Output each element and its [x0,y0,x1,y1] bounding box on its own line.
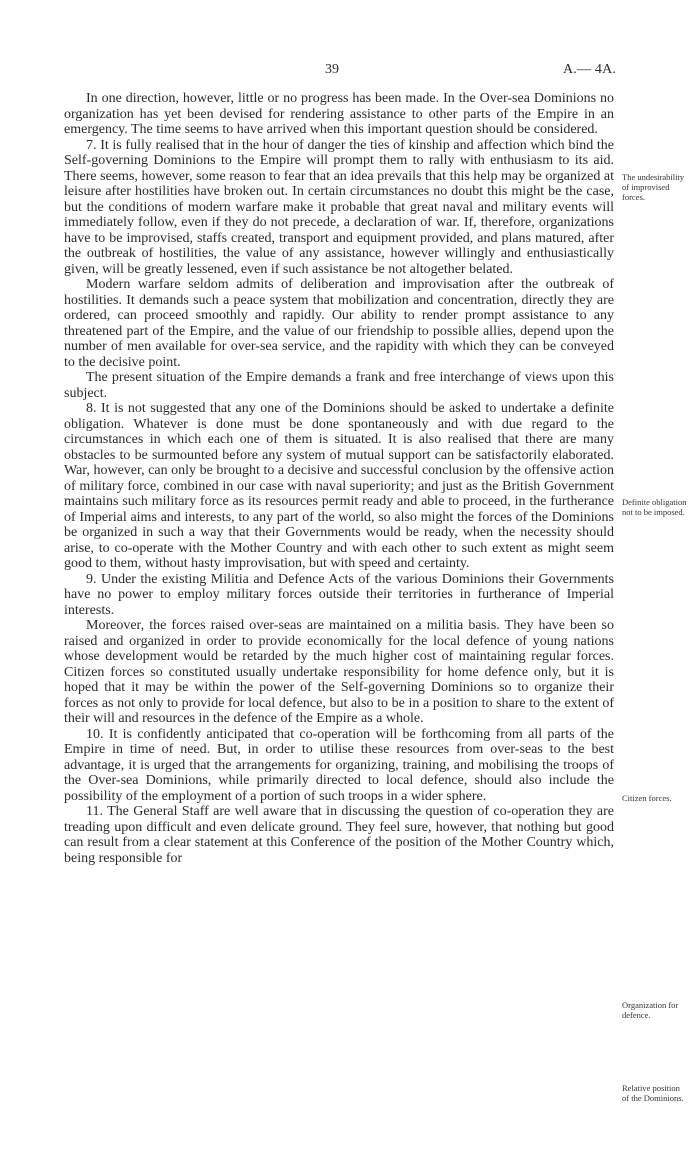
paragraph-number: 10. [86,726,104,742]
margin-note-definite-obligation: Definite obligation not to be imposed. [622,497,687,517]
margin-note-citizen-forces: Citizen forces. [622,793,672,803]
paragraph-11 [64,804,614,866]
paragraph-text: Moreover, the forces raised over-seas are maintained on a militia basis. They have been so raised and organized in order to provide economically for the local defence of young nations whose development would be retarded by the much higher cost of maintaining regular forces. Citizen forces so constituted usually undertake responsibility for home defence only, but it is hoped that it may be within the power of the Self-governing Dominions so to organize their forces as not only to provide for local defence, but also to be in a position to share to the extent of their will and resources in the defence of the Empire as a whole. [64,618,614,726]
page-number: 39 [325,62,339,77]
margin-note-improvised-forces: The undesirability of improvised forces. [622,172,685,202]
paragraph-modern-warfare [64,277,614,370]
body-text [64,91,614,866]
paragraph-8 [64,401,614,572]
paragraph-moreover [64,618,614,727]
paragraph-9 [64,572,614,619]
margin-note-organization-defence: Organization for defence. [622,1000,679,1020]
paragraph-intro [64,91,614,138]
page-header [0,62,700,80]
paragraph-10 [64,727,614,805]
paragraph-number: 9. [86,571,97,587]
paragraph-number: 7. [86,137,97,153]
paragraph-text: In one direction, however, little or no progress has been made. In the Over-sea Dominions no organization has yet been devised for rendering assistance to other parts of the Empire in an emergency. The time seems to have arrived when this important question should be considered. [64,91,614,137]
paragraph-text: It is confidently anticipated that co-operation will be forthcoming from all parts of the Empire in time of need. But, in order to utilise these resources from over-seas to the best advantage, it is urged that the arrangements for organizing, training, and mobilising the troops of the Over-sea Dominions, while primarily directed to local defence, should also include the possibility of the employment of a portion of such troops in a wider sphere. [64,726,615,804]
paragraph-text: The present situation of the Empire demands a frank and free interchange of views upon this subject. [64,370,614,401]
paragraph-text: It is fully realised that in the hour of danger the ties of kinship and affection which bind the Self-governing Dominions to the Empire will prompt them to rally with enthusiasm to its aid. There seems, however, some reason to fear that an idea prevails that this help may be organized at leisure after hostilities have broken out. In certain circumstances no doubt this might be the case, but the conditions of modern warfare make it probable that great naval and military events will immediately follow, even if they do not precede, a declaration of war. If, therefore, organizations have to be improvised, staffs created, transport and equipment provided, and plans matured, after the outbreak of hostilities, the value of any assistance, however willingly and enthusiastically given, will be greatly lessened, even if such assistance be not altogether belated. [64,137,614,277]
margin-note-relative-position: Relative position of the Dominions. [622,1083,684,1103]
paragraph-number: 11. [86,804,103,819]
paragraph-text: Modern warfare seldom admits of deliberation and improvisation after the outbreak of hostilities. It demands such a peace system that mobilization and concentration, directly they are ordered, can proceed smoothly and rapidly. Our ability to render prompt assistance to any threatened part of the Empire, and the value of our friendship to possible allies, depend upon the number of men available for over-sea service, and the rapidity with which they can be conveyed to the decisive point. [64,277,614,370]
paragraph-number: 8. [86,401,97,416]
document-reference: A.— 4A. [563,62,617,77]
paragraph-present-situation [64,370,614,401]
paragraph-7 [64,138,614,278]
paragraph-text: Under the existing Militia and Defence Acts of the various Dominions their Governments have no power to employ military forces outside their territories in furtherance of Imperial interests. [64,571,615,618]
paragraph-text: The General Staff are well aware that in discussing the question of co-operation they are treading upon difficult and even delicate ground. They feel sure, however, that nothing but good can result from a clear statement at this Conference of the position of the Mother Country which, being responsible for [64,804,614,866]
paragraph-text: It is not suggested that any one of the Dominions should be asked to undertake a definite obligation. Whatever is done must be done spontaneously and with due regard to the circumstances in which each one of them is situated. It is also realised that there are many obstacles to be surmounted before any system of mutual support can be satisfactorily elaborated. War, however, can only be brought to a decisive and successful conclusion by the offensive action of military force, combined in our case with naval superiority; and just as the British Government maintains such military force as its resources permit ready and able to proceed, in the furtherance of Imperial aims and interests, to any part of the world, so also might the forces of the Dominions be organized in such a way that their Governments would be ready, when the necessity should arise, to co-operate with the Mother Country and with each other to such extent as might seem good to them, without hasty improvisation, but with speed and certainty. [64,401,615,571]
